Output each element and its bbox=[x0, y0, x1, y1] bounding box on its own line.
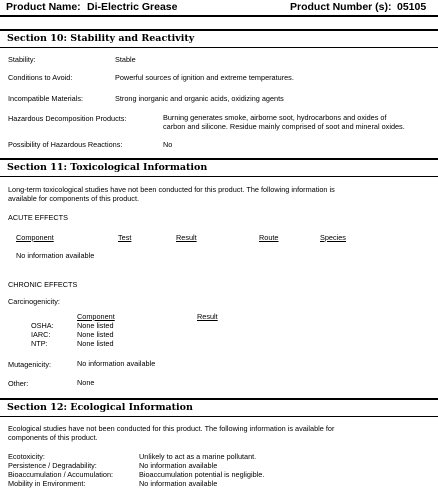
product-number: 05105 bbox=[397, 1, 427, 13]
header-rule bbox=[0, 15, 438, 17]
acute-col-component: Component bbox=[16, 233, 54, 242]
persistence-label: Persistence / Degradability: bbox=[8, 461, 97, 470]
osha-value: None listed bbox=[77, 321, 114, 330]
ecotoxicity-label: Ecotoxicity: bbox=[8, 452, 45, 461]
other-value: None bbox=[77, 378, 95, 387]
product-name-label: Product Name: bbox=[6, 1, 81, 13]
toxicology-intro-line2: available for components of this product. bbox=[8, 194, 140, 203]
stability-label: Stability: bbox=[8, 55, 36, 64]
acute-effects-value: No information available bbox=[16, 251, 95, 260]
hazardous-decomposition-label: Hazardous Decomposition Products: bbox=[8, 114, 127, 123]
section10-bottom-rule bbox=[0, 47, 438, 48]
toxicology-intro-line1: Long-term toxicological studies have not been conducted for this product. The following information is bbox=[8, 185, 335, 194]
section10-top-rule bbox=[0, 29, 438, 31]
osha-label: OSHA: bbox=[31, 321, 54, 330]
acute-col-result: Result bbox=[176, 233, 197, 242]
acute-effects-heading: ACUTE EFFECTS bbox=[8, 213, 68, 222]
product-number-label: Product Number (s): bbox=[290, 1, 392, 13]
incompatible-materials-value: Strong inorganic and organic acids, oxidizing agents bbox=[115, 94, 284, 103]
hazardous-decomposition-value-line2: carbon and silicone. Residue mainly comprised of soot and mineral oxides. bbox=[163, 122, 405, 131]
iarc-label: IARC: bbox=[31, 330, 51, 339]
iarc-value: None listed bbox=[77, 330, 114, 339]
bioaccumulation-value: Bioaccumulation potential is negligible. bbox=[139, 470, 265, 479]
acute-col-species: Species bbox=[320, 233, 346, 242]
section11-top-rule bbox=[0, 158, 438, 160]
ntp-value: None listed bbox=[77, 339, 114, 348]
incompatible-materials-label: Incompatible Materials: bbox=[8, 94, 84, 103]
hazardous-reactions-value: No bbox=[163, 140, 173, 149]
conditions-to-avoid-value: Powerful sources of ignition and extreme temperatures. bbox=[115, 73, 294, 82]
hazardous-decomposition-value-line1: Burning generates smoke, airborne soot, hydrocarbons and oxides of bbox=[163, 113, 387, 122]
section11-bottom-rule bbox=[0, 176, 438, 177]
carc-col-component: Component bbox=[77, 312, 115, 321]
acute-col-route: Route bbox=[259, 233, 279, 242]
carc-col-result: Result bbox=[197, 312, 218, 321]
mobility-label: Mobility in Environment: bbox=[8, 479, 86, 488]
section10-title: Section 10: Stability and Reactivity bbox=[7, 33, 195, 44]
chronic-effects-heading: CHRONIC EFFECTS bbox=[8, 280, 78, 289]
section12-top-rule bbox=[0, 398, 438, 400]
ecology-intro-line2: components of this product. bbox=[8, 433, 98, 442]
bioaccumulation-label: Bioaccumulation / Accumulation: bbox=[8, 470, 114, 479]
stability-value: Stable bbox=[115, 55, 136, 64]
ntp-label: NTP: bbox=[31, 339, 48, 348]
ecotoxicity-value: Unlikely to act as a marine pollutant. bbox=[139, 452, 257, 461]
persistence-value: No information available bbox=[139, 461, 218, 470]
mutagenicity-value: No information available bbox=[77, 359, 156, 368]
product-name: Di-Electric Grease bbox=[87, 1, 178, 13]
conditions-to-avoid-label: Conditions to Avoid: bbox=[8, 73, 73, 82]
other-label: Other: bbox=[8, 379, 29, 388]
carcinogenicity-label: Carcinogenicity: bbox=[8, 297, 60, 306]
mobility-value: No information available bbox=[139, 479, 218, 488]
section12-title: Section 12: Ecological Information bbox=[7, 402, 193, 413]
ecology-intro-line1: Ecological studies have not been conducted for this product. The following information is available for bbox=[8, 424, 335, 433]
section11-title: Section 11: Toxicological Information bbox=[7, 162, 208, 173]
acute-col-test: Test bbox=[118, 233, 132, 242]
hazardous-reactions-label: Possibility of Hazardous Reactions: bbox=[8, 140, 123, 149]
mutagenicity-label: Mutagenicity: bbox=[8, 360, 51, 369]
section12-bottom-rule bbox=[0, 416, 438, 417]
